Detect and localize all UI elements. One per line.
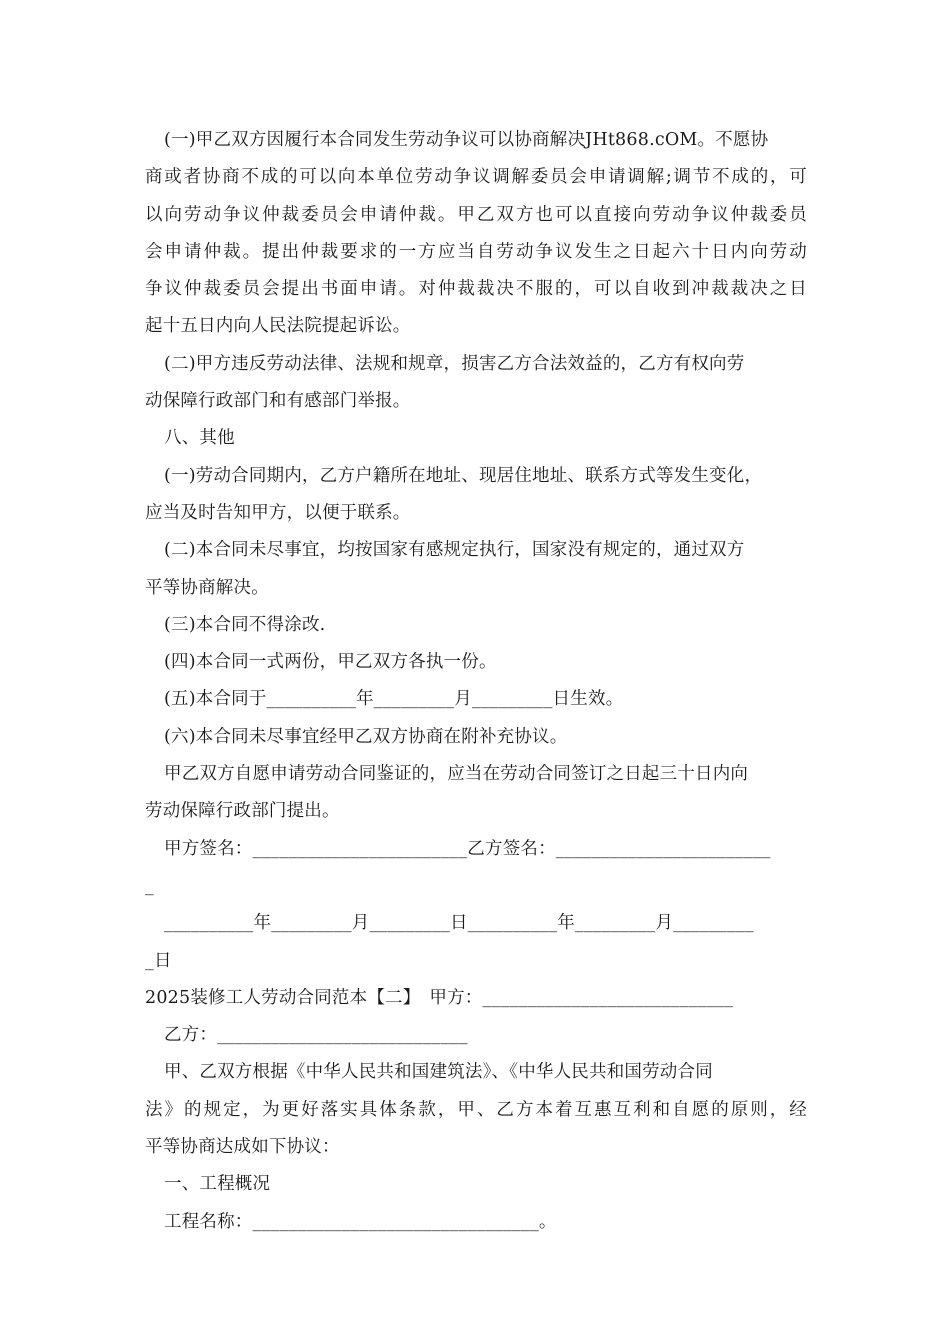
para-dispute-2-line-1: (二)甲方违反劳动法律、法规和规章，损害乙方合法效益的，乙方有权向劳 [164,353,745,374]
project-name-field: 工程名称：________________________________。 [164,1211,557,1232]
signature-date-line: __________年_________月_________日__________年_________月_________ [164,913,754,934]
para-dispute-1-line-2: 商或者协商不成的可以向本单位劳动争议调解委员会申请调解;调节不成的，可 [145,167,807,188]
para-other-2-line-1: (二)本合同未尽事宜，均按国家有感规定执行，国家没有规定的，通过双方 [164,540,745,561]
para-dispute-1-line-6: 起十五日内向人民法院提起诉讼。 [145,316,411,337]
para-dispute-1-line-5: 争议仲裁委员会提出书面申请。对仲裁裁决不服的，可以自收到冲裁裁决之日 [145,279,807,300]
para-other-2-line-2: 平等协商解决。 [145,577,269,598]
para-dispute-2-line-2: 动保障行政部门和有感部门举报。 [145,391,411,412]
para-other-6: (六)本合同未尽事宜经甲乙双方协商在附补充协议。 [164,726,568,747]
contract-two-title: 2025装修工人劳动合同范本【二】 甲方：____________________________ [145,987,734,1008]
para-other-4: (四)本合同一式两份，甲乙双方各执一份。 [164,652,497,673]
para-intro-line-1: 甲、乙双方根据《中华人民共和国建筑法》、《中华人民共和国劳动合同 [164,1062,713,1083]
signature-line-wrap: _ [145,875,154,896]
section-heading-other: 八、其他 [164,428,235,449]
para-other-3: (三)本合同不得涂改. [164,614,326,635]
para-verification-line-2: 劳动保障行政部门提出。 [145,801,340,822]
section-heading-project-overview: 一、工程概况 [164,1174,271,1195]
para-verification-line-1: 甲乙双方自愿申请劳动合同鉴证的，应当在劳动合同签订之日起三十日内向 [164,764,749,785]
document-page [145,122,807,1241]
para-dispute-1-line-3: 以向劳动争议仲裁委员会申请仲裁。甲乙双方也可以直接向劳动争议仲裁委员 [145,204,807,225]
para-other-1-line-1: (一)劳动合同期内，乙方户籍所在地址、现居住地址、联系方式等发生变化， [164,465,763,486]
signature-line: 甲方签名：________________________乙方签名：________________________ [164,838,771,859]
para-intro-line-3: 平等协商达成如下协议： [145,1137,340,1158]
para-dispute-1-line-1: (一)甲乙双方因履行本合同发生劳动争议可以协商解决JHt868.cOM。不愿协 [164,130,769,150]
party-b-line: 乙方：____________________________ [164,1025,468,1046]
para-other-5-effective-date: (五)本合同于__________年_________月_________日生效。 [164,689,624,710]
para-other-1-line-2: 应当及时告知甲方，以便于联系。 [145,502,411,523]
signature-date-line-wrap: _日 [145,950,172,971]
para-intro-line-2: 法》的规定，为更好落实具体条款，甲、乙方本着互惠互利和自愿的原则，经 [145,1099,807,1120]
para-dispute-1-line-4: 会申请仲裁。提出仲裁要求的一方应当自劳动争议发生之日起六十日内向劳动 [145,241,807,262]
